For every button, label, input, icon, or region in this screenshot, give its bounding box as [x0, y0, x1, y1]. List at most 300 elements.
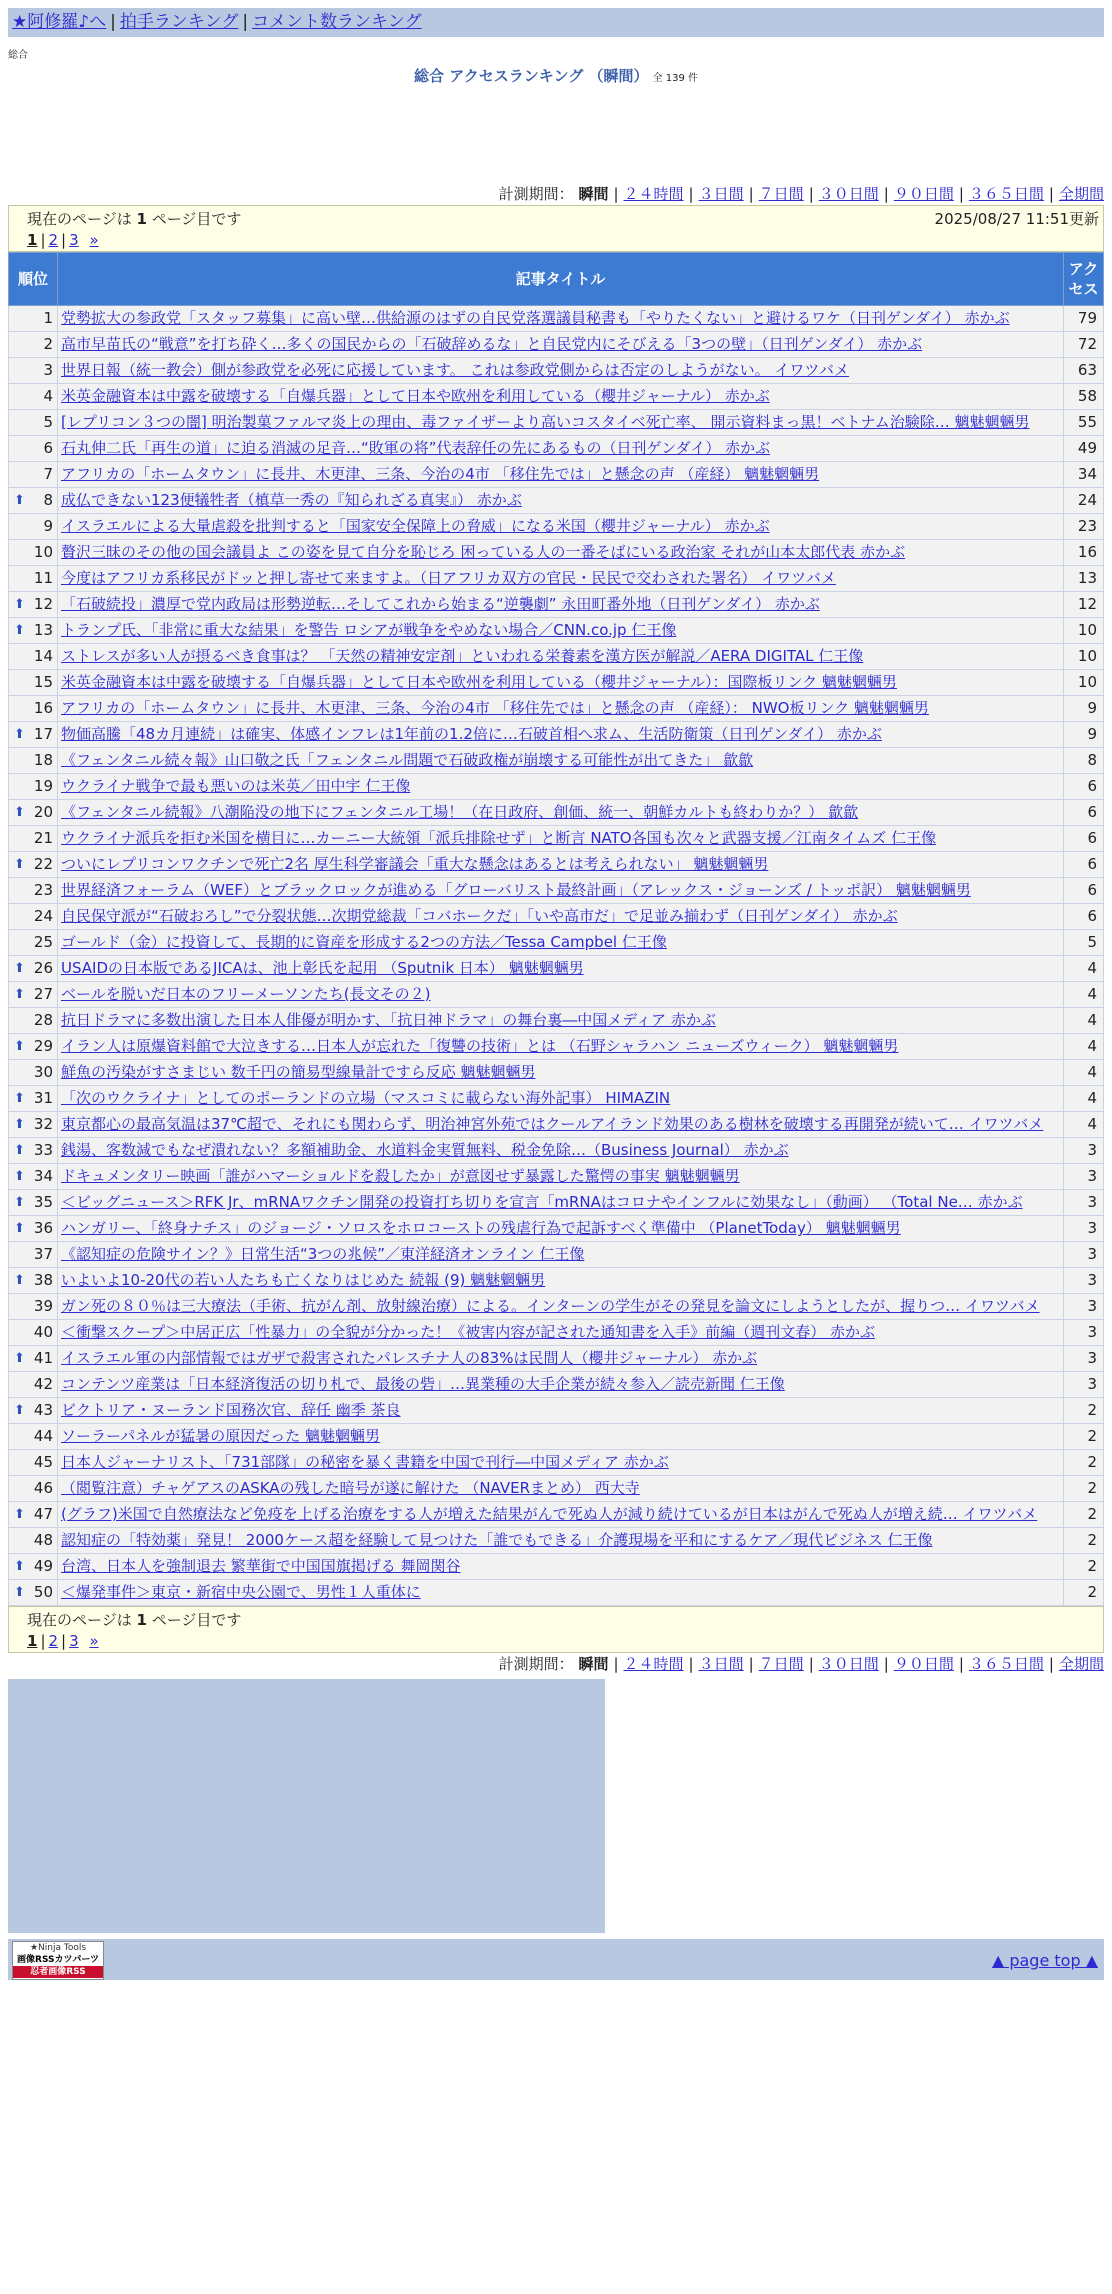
page-status-prefix: 現在のページは: [27, 1611, 132, 1629]
table-row: [9, 1190, 1104, 1216]
rank-number: 28: [33, 1011, 53, 1029]
article-link[interactable]: 鮮魚の汚染がすさまじい 数千円の簡易型線量計ですら反応 魑魅魍魎男: [61, 1063, 536, 1081]
title-cell: [58, 878, 1064, 904]
article-link[interactable]: （閲覧注意）チャゲアスのASKAの残した暗号が遂に解けた （NAVERまとめ） 西大寺: [61, 1479, 640, 1497]
rank-number: 20: [33, 803, 53, 821]
rank-cell: [9, 436, 58, 462]
title-cell: [58, 1216, 1064, 1242]
access-count: 2: [1064, 1554, 1104, 1580]
access-count: 72: [1064, 332, 1104, 358]
section-label: 総合: [8, 50, 28, 61]
page-status-prefix: 現在のページは: [27, 210, 132, 228]
title-cell: [58, 384, 1064, 410]
table-row: [9, 1580, 1104, 1606]
table-row: [9, 1294, 1104, 1320]
access-count: 23: [1064, 514, 1104, 540]
rank-number: 2: [43, 335, 53, 353]
access-count: 24: [1064, 488, 1104, 514]
rank-up-arrow-icon: ⬆: [14, 1143, 25, 1158]
rank-up-arrow-icon: ⬆: [14, 1091, 25, 1106]
table-row: [9, 462, 1104, 488]
title-cell: [58, 722, 1064, 748]
table-row: [9, 1242, 1104, 1268]
article-link[interactable]: 東京都心の最高気温は37℃超で、それにも関わらず、明治神宮外苑ではクールアイランド効果のある樹林を破壊する再開発が続いて… イワツバメ: [61, 1115, 1044, 1133]
article-link[interactable]: (グラフ)米国で自然療法など免疫を上げる治療をする人が増えた結果がんで死ぬ人が減り続けているが日本はがんで死ぬ人が増え続… イワツバメ: [61, 1505, 1038, 1523]
title-cell: [58, 1190, 1064, 1216]
article-link[interactable]: ストレスが多い人が摂るべき食事は？ 「天然の精神安定剤」といわれる栄養素を漢方医が解説／AERA DIGITAL 仁王像: [61, 647, 864, 665]
rank-cell: [9, 1580, 58, 1606]
rank-cell: [9, 1008, 58, 1034]
rank-cell: [9, 488, 58, 514]
article-link[interactable]: いよいよ10-20代の若い人たちも亡くなりはじめた 続報 (9) 魑魅魍魎男: [61, 1271, 546, 1289]
title-cell: [58, 1164, 1064, 1190]
title-cell: [58, 1138, 1064, 1164]
title-cell: [58, 1554, 1064, 1580]
title-cell: [58, 982, 1064, 1008]
page-status: [27, 1609, 1103, 1630]
access-count: 2: [1064, 1502, 1104, 1528]
rank-cell: [9, 384, 58, 410]
table-row: [9, 1164, 1104, 1190]
article-link[interactable]: 「次のウクライナ」としてのポーランドの立場（マスコミに載らない海外記事） HIMAZIN: [61, 1089, 671, 1107]
comment-ranking-link[interactable]: コメント数ランキング: [252, 12, 422, 32]
rank-cell: [9, 1320, 58, 1346]
article-link[interactable]: 米英金融資本は中露を破壊する「自爆兵器」として日本や欧州を利用している（櫻井ジャーナル）：国際板リンク 魑魅魍魎男: [61, 673, 897, 691]
article-link[interactable]: 世界経済フォーラム（WEF）とブラックロックが進める「グローバリスト最終計画」（アレックス・ジョーンズ / トッポ訳） 魑魅魍魎男: [61, 881, 971, 899]
article-link[interactable]: ウクライナ戦争で最も悪いのは米英／田中宇 仁王像: [61, 777, 411, 795]
article-link[interactable]: ＜爆発事件＞東京・新宿中央公園で、男性１人重体に: [61, 1583, 421, 1601]
article-link[interactable]: ドキュメンタリー映画「誰がハマーショルドを殺したか」が意図せず暴露した驚愕の事実 魑魅魍魎男: [61, 1167, 740, 1185]
access-count: 10: [1064, 644, 1104, 670]
rank-up-arrow-icon: ⬆: [14, 1351, 25, 1366]
home-link[interactable]: ★阿修羅♪へ: [12, 12, 107, 32]
article-link[interactable]: 台湾、日本人を強制退去 繁華街で中国国旗掲げる 舞岡関谷: [61, 1557, 461, 1575]
rank-number: 40: [33, 1323, 53, 1341]
rank-number: 48: [33, 1531, 53, 1549]
clap-ranking-link[interactable]: 拍手ランキング: [119, 12, 239, 32]
access-count: 3: [1064, 1268, 1104, 1294]
rank-number: 18: [33, 751, 53, 769]
page-current: 1: [27, 231, 38, 249]
period-selector-bottom: 計測期間： 瞬間 | ２４時間 | ３日間 | ７日間 | ３０日間 | ９０日間 | ３６５日間 | 全期間: [498, 1655, 1104, 1673]
rank-number: 16: [33, 699, 53, 717]
article-link[interactable]: ＜衝撃スクープ＞中居正広「性暴力」の全貌が分かった！《被害内容が記された通知書を入手》前編（週刊文春） 赤かぶ: [61, 1323, 876, 1341]
access-count: 3: [1064, 1320, 1104, 1346]
table-row: [9, 332, 1104, 358]
period-link-365d[interactable]: ３６５日間: [968, 185, 1044, 203]
rank-cell: [9, 1190, 58, 1216]
article-link[interactable]: 石丸伸二氏「再生の道」に迫る消滅の足音…“敗軍の将”代表辞任の先にあるもの（日刊ゲンダイ） 赤かぶ: [61, 439, 771, 457]
rank-cell: [9, 618, 58, 644]
article-link[interactable]: ゴールド（金）に投資して、長期的に資産を形成する2つの方法／Tessa Campbel 仁王像: [61, 933, 667, 951]
access-count: 4: [1064, 1060, 1104, 1086]
period-link-365d[interactable]: ３６５日間: [968, 1655, 1044, 1673]
article-link[interactable]: 高市早苗氏の“戦意”を打ち砕く…多くの国民からの「石破辞めるな」と自民党内にそびえる「3つの壁」（日刊ゲンダイ） 赤かぶ: [61, 335, 923, 353]
rank-up-arrow-icon: ⬆: [14, 1403, 25, 1418]
title-cell: [58, 1450, 1064, 1476]
article-link[interactable]: ビクトリア・ヌーランド国務次官、辞任 幽季 茶良: [61, 1401, 401, 1419]
table-row: [9, 904, 1104, 930]
rank-cell: [9, 748, 58, 774]
table-row: [9, 488, 1104, 514]
table-row: [9, 1320, 1104, 1346]
access-count: 63: [1064, 358, 1104, 384]
table-row: [9, 1346, 1104, 1372]
access-count: 4: [1064, 1034, 1104, 1060]
title-cell: [58, 618, 1064, 644]
article-link[interactable]: ソーラーパネルが猛暑の原因だった 魑魅魍魎男: [61, 1427, 381, 1445]
access-count: 4: [1064, 956, 1104, 982]
access-count: 13: [1064, 566, 1104, 592]
title-cell: [58, 1242, 1064, 1268]
rank-cell: [9, 358, 58, 384]
title-cell: [58, 1034, 1064, 1060]
table-row: [9, 1424, 1104, 1450]
article-link[interactable]: ウクライナ派兵を拒む米国を横目に…カーニー大統領「派兵排除せず」と断言 NATO各国も次々と武器支援／江南タイムズ 仁王像: [61, 829, 937, 847]
rank-number: 17: [33, 725, 53, 743]
article-link[interactable]: 《フェンタニル続報》八潮陥没の地下にフェンタニル工場！（在日政府、創価、統一、朝鮮カルトも終わりか？） 歙歙: [61, 803, 859, 821]
rank-number: 19: [33, 777, 53, 795]
rank-cell: [9, 332, 58, 358]
table-row: [9, 1398, 1104, 1424]
page-link-2[interactable]: 2: [48, 231, 59, 249]
rank-cell: [9, 1450, 58, 1476]
rank-up-arrow-icon: ⬆: [14, 1221, 25, 1236]
table-row: [9, 1034, 1104, 1060]
access-count: 9: [1064, 722, 1104, 748]
title-cell: [58, 1060, 1064, 1086]
rank-up-arrow-icon: ⬆: [14, 1039, 25, 1054]
title-cell: [58, 852, 1064, 878]
title-cell: [58, 956, 1064, 982]
page-status-number: 1: [136, 1611, 147, 1629]
table-row: [9, 878, 1104, 904]
rank-number: 13: [33, 621, 53, 639]
table-row: [9, 800, 1104, 826]
table-row: [9, 852, 1104, 878]
period-link-30d[interactable]: ３０日間: [818, 1655, 879, 1673]
page-status-suffix: ページ目です: [151, 1611, 242, 1629]
total-count: 全 139 件: [652, 73, 698, 84]
table-row: [9, 670, 1104, 696]
rank-number: 9: [43, 517, 53, 535]
table-row: [9, 1086, 1104, 1112]
header-title: 記事タイトル: [58, 253, 1064, 306]
page-next-link[interactable]: »: [89, 231, 99, 249]
page-link-3[interactable]: 3: [69, 1632, 79, 1650]
rank-cell: [9, 878, 58, 904]
table-row: [9, 826, 1104, 852]
period-link-all[interactable]: 全期間: [1058, 185, 1104, 203]
footer: [8, 1939, 1104, 1980]
table-row: [9, 1502, 1104, 1528]
title-cell: [58, 1112, 1064, 1138]
rank-cell: [9, 826, 58, 852]
rank-up-arrow-icon: ⬆: [14, 597, 25, 612]
table-row: [9, 956, 1104, 982]
article-link[interactable]: 抗日ドラマに多数出演した日本人俳優が明かす、「抗日神ドラマ」の舞台裏―中国メディア 赤かぶ: [61, 1011, 716, 1029]
rank-number: 43: [33, 1401, 53, 1419]
rank-cell: [9, 1060, 58, 1086]
access-count: 2: [1064, 1450, 1104, 1476]
table-row: [9, 1216, 1104, 1242]
title-cell: [58, 930, 1064, 956]
title-cell: [58, 1268, 1064, 1294]
title-cell: [58, 358, 1064, 384]
period-link-3d[interactable]: ３日間: [698, 1655, 744, 1673]
table-row: [9, 774, 1104, 800]
period-link-all[interactable]: 全期間: [1058, 1655, 1104, 1673]
article-link[interactable]: 成仏できない123便犠牲者（槙草一秀の『知られざる真実』） 赤かぶ: [61, 491, 522, 509]
rank-number: 23: [33, 881, 53, 899]
page-title: [0, 65, 1112, 86]
article-link[interactable]: 認知症の「特効薬」発見！ 2000ケース超を経験して見つけた「誰でもできる」介護現場を平和にするケア／現代ビジネス 仁王像: [61, 1531, 933, 1549]
rank-number: 34: [33, 1167, 53, 1185]
rank-number: 10: [33, 543, 53, 561]
rank-cell: [9, 1372, 58, 1398]
rank-number: 42: [33, 1375, 53, 1393]
access-count: 6: [1064, 826, 1104, 852]
rank-cell: [9, 670, 58, 696]
title-cell: [58, 1580, 1064, 1606]
table-row: [9, 1268, 1104, 1294]
access-count: 3: [1064, 1190, 1104, 1216]
rank-number: 14: [33, 647, 53, 665]
rank-cell: [9, 1242, 58, 1268]
table-row: [9, 436, 1104, 462]
title-cell: [58, 1086, 1064, 1112]
access-count: 3: [1064, 1294, 1104, 1320]
rank-cell: [9, 722, 58, 748]
rank-cell: [9, 696, 58, 722]
rank-number: 45: [33, 1453, 53, 1471]
rank-cell: [9, 1294, 58, 1320]
article-link[interactable]: ガン死の８０％は三大療法（手術、抗がん剤、放射線治療）による。インターンの学生がその発見を論文にしようとしたが、握りつ… イワツバメ: [61, 1297, 1040, 1315]
title-cell: [58, 436, 1064, 462]
access-count: 4: [1064, 1086, 1104, 1112]
rank-up-arrow-icon: ⬆: [14, 1585, 25, 1600]
rank-number: 15: [33, 673, 53, 691]
article-link[interactable]: 自民保守派が“石破おろし”で分裂状態…次期党総裁「コバホークだ」「いや高市だ」で足並み揃わず（日刊ゲンダイ） 赤かぶ: [61, 907, 898, 925]
rank-number: 11: [33, 569, 53, 587]
rank-cell: [9, 956, 58, 982]
access-count: 3: [1064, 1138, 1104, 1164]
access-count: 3: [1064, 1242, 1104, 1268]
access-count: 2: [1064, 1398, 1104, 1424]
access-count: 2: [1064, 1424, 1104, 1450]
access-count: 58: [1064, 384, 1104, 410]
rank-number: 37: [33, 1245, 53, 1263]
rank-cell: [9, 982, 58, 1008]
title-cell: [58, 332, 1064, 358]
rank-up-arrow-icon: ⬆: [14, 1117, 25, 1132]
pager-top: [8, 205, 1104, 252]
access-count: 6: [1064, 904, 1104, 930]
article-link[interactable]: 「石破続投」濃厚で党内政局は形勢逆転…そしてこれから始まる“逆襲劇” 永田町番外地（日刊ゲンダイ） 赤かぶ: [61, 595, 820, 613]
table-row: [9, 1060, 1104, 1086]
article-link[interactable]: 米英金融資本は中露を破壊する「自爆兵器」として日本や欧州を利用している（櫻井ジャーナル） 赤かぶ: [61, 387, 770, 405]
article-link[interactable]: コンテンツ産業は「日本経済復活の切り札で、最後の砦」…異業種の大手企業が続々参入／読売新聞 仁王像: [61, 1375, 785, 1393]
title-cell: [58, 800, 1064, 826]
rank-cell: [9, 566, 58, 592]
rank-number: 12: [33, 595, 53, 613]
period-link-7d[interactable]: ７日間: [758, 185, 804, 203]
article-link[interactable]: イスラエル軍の内部情報ではガザで殺害されたパレスチナ人の83%は民間人（櫻井ジャーナル） 赤かぶ: [61, 1349, 758, 1367]
rank-cell: [9, 1346, 58, 1372]
table-row: [9, 1112, 1104, 1138]
period-link-90d[interactable]: ９０日間: [893, 185, 954, 203]
rank-cell: [9, 904, 58, 930]
article-link[interactable]: ついにレプリコンワクチンで死亡2名 厚生科学審議会「重大な懸念はあるとは考えられない」 魑魅魍魎男: [61, 855, 769, 873]
rank-up-arrow-icon: ⬆: [14, 1195, 25, 1210]
article-link[interactable]: 銭湯、客数減でもなぜ潰れない？多額補助金、水道料金実質無料、税金免除…（Business Journal） 赤かぶ: [61, 1141, 789, 1159]
article-link[interactable]: [レプリコン３つの闇] 明治製菓ファルマ炎上の理由、毒ファイザーより高いコスタイベ死亡率、 開示資料まっ黒！ベトナム治験除… 魑魅魍魎男: [61, 413, 1030, 431]
article-link[interactable]: ベールを脱いだ日本のフリーメーソンたち(長文その２): [61, 985, 431, 1003]
title-cell: [58, 670, 1064, 696]
rank-cell: [9, 514, 58, 540]
rank-number: 47: [33, 1505, 53, 1523]
article-link[interactable]: トランプ氏、「非常に重大な結果」を警告 ロシアが戦争をやめない場合／CNN.co.jp 仁王像: [61, 621, 677, 639]
rank-number: 32: [33, 1115, 53, 1133]
page-links: 1 | 2 | 3 »: [27, 231, 99, 249]
logo-line-3: 忍者画像RSS: [13, 1966, 103, 1978]
article-link[interactable]: 《フェンタニル続々報》山口敬之氏「フェンタニル問題で石破政権が崩壊する可能性が出てきた」 歙歙: [61, 751, 754, 769]
page-links: 1 | 2 | 3 »: [27, 1632, 99, 1650]
table-row: [9, 1138, 1104, 1164]
rank-cell: [9, 1164, 58, 1190]
ninja-tools-logo[interactable]: [12, 1941, 104, 1980]
page-next-link[interactable]: »: [89, 1632, 99, 1650]
period-link-24h[interactable]: ２４時間: [623, 185, 684, 203]
access-count: 3: [1064, 1164, 1104, 1190]
access-count: 3: [1064, 1216, 1104, 1242]
period-link-90d[interactable]: ９０日間: [893, 1655, 954, 1673]
page-link-3[interactable]: 3: [69, 231, 79, 249]
article-link[interactable]: アフリカの「ホームタウン」に長井、木更津、三条、今治の4市 「移住先では」と懸念の声 （産経）： NWO板リンク 魑魅魍魎男: [61, 699, 929, 717]
rank-number: 1: [43, 309, 53, 327]
access-count: 6: [1064, 878, 1104, 904]
page-top-link[interactable]: ▲ page top ▲: [991, 1951, 1098, 1970]
table-row: [9, 540, 1104, 566]
period-link-3d[interactable]: ３日間: [698, 185, 744, 203]
table-row: [9, 982, 1104, 1008]
title-cell: [58, 904, 1064, 930]
access-count: 6: [1064, 852, 1104, 878]
rank-number: 22: [33, 855, 53, 873]
period-current: 瞬間: [578, 185, 609, 203]
rank-cell: [9, 1398, 58, 1424]
period-current: 瞬間: [578, 1655, 609, 1673]
rank-number: 44: [33, 1427, 53, 1445]
top-navigation: [8, 8, 1104, 37]
access-count: 6: [1064, 774, 1104, 800]
article-link[interactable]: 今度はアフリカ系移民がドッと押し寄せて来ますよ。（日アフリカ双方の官民・民民で交わされた署名） イワツバメ: [61, 569, 836, 587]
rank-number: 6: [43, 439, 53, 457]
article-link[interactable]: イラン人は原爆資料館で大泣きする…日本人が忘れた「復讐の技術」とは （石野シャラハン ニューズウィーク） 魑魅魍魎男: [61, 1037, 899, 1055]
article-link[interactable]: イスラエルによる大量虐殺を批判すると「国家安全保障上の脅威」になる米国（櫻井ジャーナル） 赤かぶ: [61, 517, 770, 535]
article-link[interactable]: 日本人ジャーナリスト、「731部隊」の秘密を暴く書籍を中国で刊行―中国メディア 赤かぶ: [61, 1453, 669, 1471]
rank-cell: [9, 540, 58, 566]
logo-line-1: ★Ninja Tools: [29, 1943, 87, 1953]
rank-cell: [9, 1034, 58, 1060]
rank-number: 29: [33, 1037, 53, 1055]
rank-cell: [9, 1138, 58, 1164]
access-count: 55: [1064, 410, 1104, 436]
rank-number: 31: [33, 1089, 53, 1107]
article-link[interactable]: USAIDの日本版であるJICAは、池上彰氏を起用 （Sputnik 日本） 魑魅魍魎男: [61, 959, 584, 977]
article-link[interactable]: アフリカの「ホームタウン」に長井、木更津、三条、今治の4市 「移住先では」と懸念の声 （産経） 魑魅魍魎男: [61, 465, 820, 483]
article-link[interactable]: ハンガリー、「終身ナチス」のジョージ・ソロスをホロコーストの残虐行為で起訴すべく準備中 （PlanetToday） 魑魅魍魎男: [61, 1219, 901, 1237]
title-cell: [58, 462, 1064, 488]
table-row: [9, 618, 1104, 644]
rank-number: 38: [33, 1271, 53, 1289]
title-cell: [58, 826, 1064, 852]
rank-number: 46: [33, 1479, 53, 1497]
rank-number: 8: [43, 491, 53, 509]
title-cell: [58, 774, 1064, 800]
table-row: [9, 644, 1104, 670]
page-current: 1: [27, 1632, 38, 1650]
period-link-30d[interactable]: ３０日間: [818, 185, 879, 203]
rank-cell: [9, 1554, 58, 1580]
article-link[interactable]: ＜ビッグニュース＞RFK Jr、mRNAワクチン開発の投資打ち切りを宣言「mRNAはコロナやインフルに効果なし」（動画） （Total Ne… 赤かぶ: [61, 1193, 1023, 1211]
rank-cell: [9, 1476, 58, 1502]
rank-number: 25: [33, 933, 53, 951]
header-access: アクセス: [1064, 253, 1104, 306]
rank-number: 27: [33, 985, 53, 1003]
nav-separator: |: [242, 12, 249, 32]
rank-cell: [9, 930, 58, 956]
rank-number: 49: [33, 1557, 53, 1575]
table-row: [9, 1528, 1104, 1554]
period-link-7d[interactable]: ７日間: [758, 1655, 804, 1673]
article-link[interactable]: 党勢拡大の参政党「スタッフ募集」に高い壁…供給源のはずの自民党落選議員秘書も「やりたくない」と避けるワケ（日刊ゲンダイ） 赤かぶ: [61, 309, 1010, 327]
rank-up-arrow-icon: ⬆: [14, 1507, 25, 1522]
rank-number: 21: [33, 829, 53, 847]
title-cell: [58, 1424, 1064, 1450]
access-count: 6: [1064, 800, 1104, 826]
pager-bottom: [8, 1606, 1104, 1653]
article-link[interactable]: 《認知症の危険サイン？》日常生活“3つの兆候”／東洋経済オンライン 仁王像: [61, 1245, 585, 1263]
article-link[interactable]: 世界日報（統一教会）側が参政党を必死に応援しています。 これは参政党側からは否定のしようがない。 イワツバメ: [61, 361, 850, 379]
table-row: [9, 592, 1104, 618]
ranking-table: [8, 252, 1104, 1606]
rank-cell: [9, 462, 58, 488]
title-cell: [58, 1476, 1064, 1502]
rank-number: 4: [43, 387, 53, 405]
rank-cell: [9, 774, 58, 800]
rank-number: 36: [33, 1219, 53, 1237]
article-link[interactable]: 物価高騰「48カ月連続」は確実、体感インフレは1年前の1.2倍に…石破首相へ求ム、生活防衛策（日刊ゲンダイ） 赤かぶ: [61, 725, 882, 743]
rank-up-arrow-icon: ⬆: [14, 857, 25, 872]
period-link-24h[interactable]: ２４時間: [623, 1655, 684, 1673]
access-count: 5: [1064, 930, 1104, 956]
title-cell: [58, 540, 1064, 566]
access-count: 49: [1064, 436, 1104, 462]
article-link[interactable]: 贅沢三昧のその他の国会議員よ この姿を見て自分を恥じろ 困っている人の一番そばにいる政治家 それが山本太郎代表 赤かぶ: [61, 543, 906, 561]
title-cell: [58, 1008, 1064, 1034]
title-cell: [58, 1320, 1064, 1346]
access-count: 10: [1064, 618, 1104, 644]
title-cell: [58, 1346, 1064, 1372]
title-cell: [58, 748, 1064, 774]
table-row: [9, 696, 1104, 722]
rank-cell: [9, 644, 58, 670]
rank-up-arrow-icon: ⬆: [14, 493, 25, 508]
page-link-2[interactable]: 2: [48, 1632, 59, 1650]
access-count: 34: [1064, 462, 1104, 488]
table-row: [9, 1372, 1104, 1398]
